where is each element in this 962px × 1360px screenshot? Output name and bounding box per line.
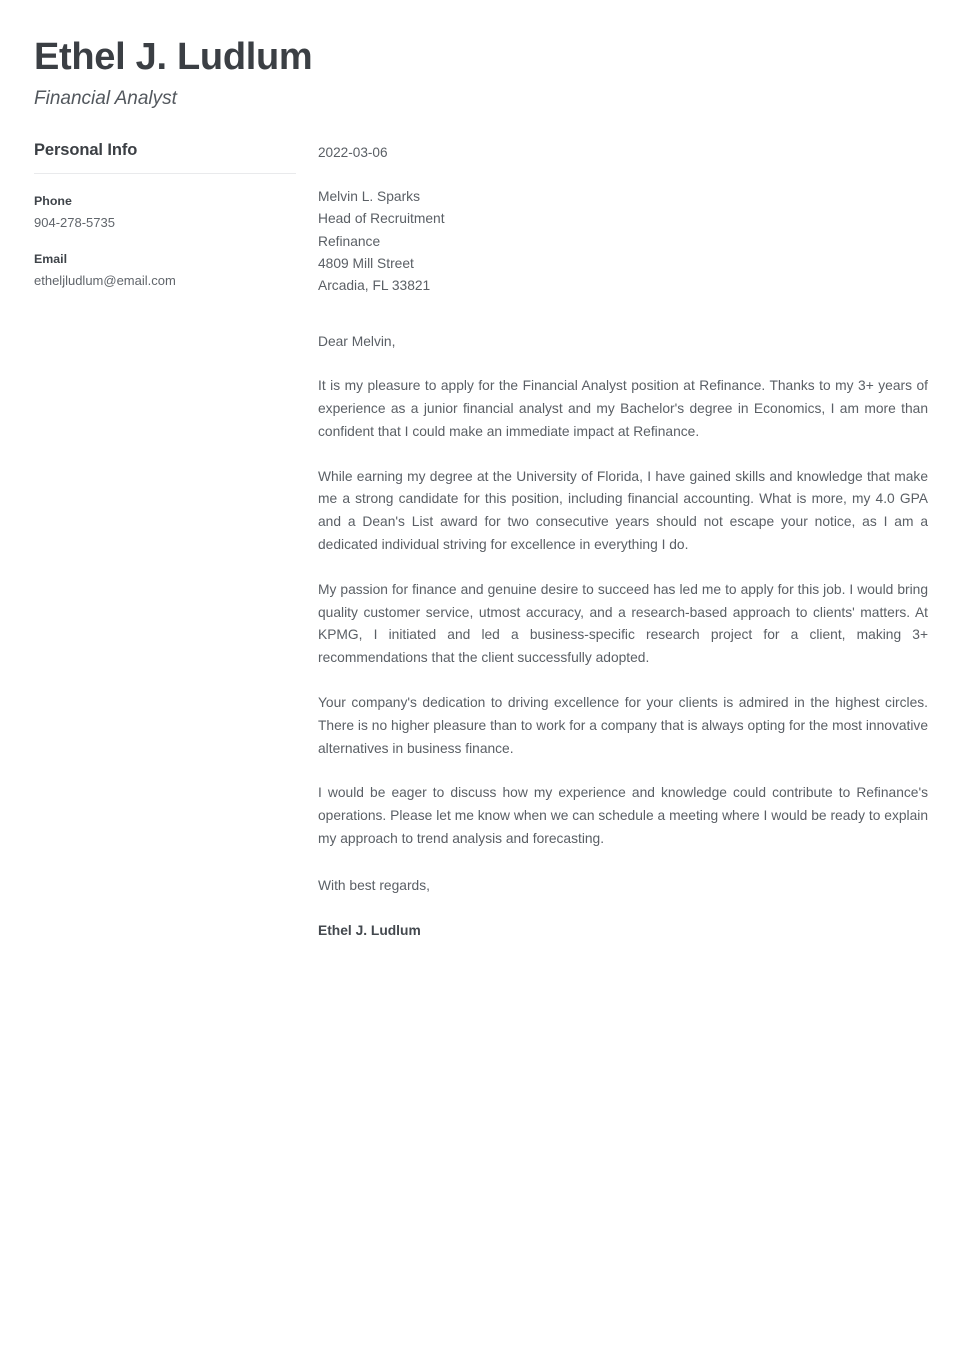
letter-header [34, 36, 928, 110]
recipient-company: Refinance [318, 233, 381, 249]
info-item-email [34, 251, 317, 290]
info-item-phone [34, 193, 317, 232]
body-paragraph-2: While earning my degree at the University of Florida, I have gained skills and knowledge that make me a strong candidate for this position, including financial accounting. What is more, my 4.0 GPA and a Dean's List award for two consecutive years should not escape your notice, as I am a dedicated individual striving for excellence in everything I do. [318, 468, 928, 552]
content-columns [34, 141, 928, 942]
info-value-phone[interactable]: 904-278-5735 [34, 215, 115, 231]
body-paragraph-4: Your company's dedication to driving excellence for your clients is admired in the highest circles. There is no higher pleasure than to work for a company that is always opting for the most innovative alternatives in business finance. [318, 694, 928, 756]
recipient-city-state-zip: Arcadia, FL 33821 [318, 278, 431, 294]
recipient-address-block [318, 186, 928, 298]
closing-line: With best regards, [318, 877, 430, 893]
applicant-name: Ethel J. Ludlum [34, 36, 313, 78]
body-paragraph-1: It is my pleasure to apply for the Financial Analyst position at Refinance. Thanks to my 3+ years of experience as a junior financial analyst and my Bachelor's degree in Economics, I am more than confident that I could make an immediate impact at Refinance. [318, 378, 928, 439]
recipient-role: Head of Recruitment [318, 211, 445, 227]
info-value-email[interactable]: etheljludlum@email.com [34, 272, 176, 288]
info-label-phone: Phone [34, 194, 72, 209]
section-divider [34, 173, 296, 174]
sidebar-personal-info [34, 141, 317, 290]
letter-body [317, 141, 928, 942]
body-paragraph-5: I would be eager to discuss how my experience and knowledge could contribute to Refinance's operations. Please let me know when we can schedule a meeting where I would be ready to explain my approach to trend analysis and forecasting. [318, 785, 928, 846]
salutation: Dear Melvin, [318, 333, 396, 349]
body-paragraph-3: My passion for finance and genuine desire to succeed has led me to apply for this job. I would bring quality customer service, utmost accuracy, and a research-based approach to clients' matters. At KPMG, I initiated and led a business-specific research project for a client, making 3+ recommendations that the client successfully adopted. [318, 581, 928, 666]
recipient-street: 4809 Mill Street [318, 255, 414, 271]
info-label-email: Email [34, 251, 68, 266]
letter-date: 2022-03-06 [318, 145, 388, 161]
signature-name: Ethel J. Ludlum [318, 923, 421, 939]
applicant-job-title: Financial Analyst [34, 87, 177, 109]
recipient-name: Melvin L. Sparks [318, 188, 420, 204]
personal-info-heading: Personal Info [34, 141, 138, 160]
